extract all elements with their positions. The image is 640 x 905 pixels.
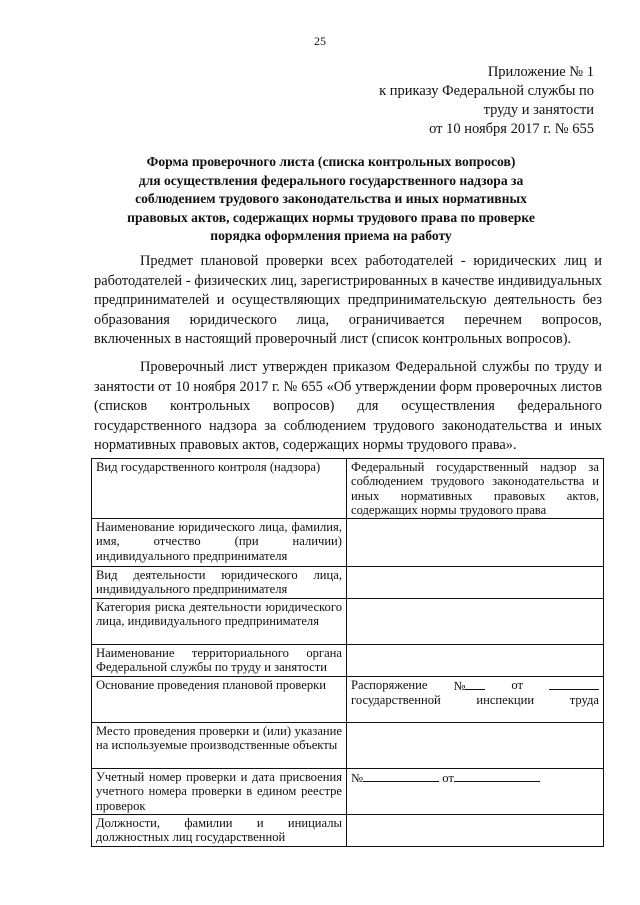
appendix-line: от 10 ноября 2017 г. № 655 bbox=[429, 121, 594, 137]
row-label: Учетный номер проверки и дата присвоения учетного номера проверки в едином реестре проверок bbox=[92, 769, 347, 815]
inspection-word: государственной bbox=[351, 693, 441, 708]
form-title bbox=[100, 153, 562, 246]
table-row bbox=[92, 519, 604, 567]
number-sign: № bbox=[453, 679, 466, 694]
number-blank[interactable] bbox=[363, 770, 439, 782]
title-line: соблюдением трудового законодательства и иных нормативных bbox=[135, 191, 527, 206]
appendix-line: труду и занятости bbox=[483, 102, 594, 118]
registry-number-value[interactable] bbox=[347, 769, 604, 815]
row-label: Место проведения проверки и (или) указание на используемые производственные объекты bbox=[92, 723, 347, 769]
table-row bbox=[92, 769, 604, 815]
row-value-empty[interactable] bbox=[347, 599, 604, 645]
inspection-word: труда bbox=[569, 693, 599, 708]
row-value-empty[interactable] bbox=[347, 519, 604, 567]
table-row bbox=[92, 599, 604, 645]
date-blank[interactable] bbox=[454, 770, 540, 782]
row-value: Федеральный государственный надзор за соблюдением трудового законодательства и иных нормативных правовых актов, содержащих нормы трудового права bbox=[347, 459, 604, 519]
title-line: для осуществления федерального государственного надзора за bbox=[138, 172, 524, 188]
table-row bbox=[92, 677, 604, 723]
table-row bbox=[92, 459, 604, 519]
inspection-word: инспекции bbox=[476, 693, 535, 708]
title-line: порядка оформления приема на работу bbox=[210, 228, 452, 243]
appendix-block bbox=[379, 63, 594, 139]
row-value-empty[interactable] bbox=[347, 567, 604, 599]
checklist-table bbox=[91, 458, 604, 847]
approval-paragraph: Проверочный лист утвержден приказом Федеральной службы по труду и занятости от 10 ноября 2017 г. № 655 «Об утверждении форм проверочных листов (списков контрольных вопросов) для осуществления федерального государственного надзора за соблюдением трудового законодательства и иных нормативных правовых актов, содержащих нормы трудового права». bbox=[94, 359, 602, 454]
from-label: от bbox=[442, 771, 454, 786]
page-number: 25 bbox=[314, 34, 326, 48]
row-label: Наименование юридического лица, фамилия, имя, отчество (при наличии) индивидуального предпринимателя bbox=[92, 519, 347, 567]
order-label: Распоряжение bbox=[351, 678, 428, 693]
row-value-empty[interactable] bbox=[347, 723, 604, 769]
number-sign: № bbox=[351, 771, 364, 786]
row-value-empty[interactable] bbox=[347, 645, 604, 677]
row-value-empty[interactable] bbox=[347, 815, 604, 847]
row-label: Наименование территориального органа Федеральной службы по труду и занятости bbox=[92, 645, 347, 677]
date-blank[interactable] bbox=[549, 678, 599, 690]
table-row bbox=[92, 645, 604, 677]
title-line: Форма проверочного листа (списка контрольных вопросов) bbox=[146, 154, 516, 169]
table-row bbox=[92, 723, 604, 769]
table-row bbox=[92, 567, 604, 599]
from-label: от bbox=[511, 678, 524, 693]
appendix-line: к приказу Федеральной службы по bbox=[379, 83, 594, 99]
table-row bbox=[92, 815, 604, 847]
number-blank[interactable] bbox=[465, 678, 485, 690]
row-label: Основание проведения плановой проверки bbox=[92, 677, 347, 723]
row-label: Вид государственного контроля (надзора) bbox=[92, 459, 347, 519]
title-line: правовых актов, содержащих нормы трудового права по проверке bbox=[127, 209, 535, 225]
order-basis-value[interactable] bbox=[347, 677, 604, 723]
row-label: Должности, фамилии и инициалы должностных лиц государственной bbox=[92, 815, 347, 847]
row-label: Вид деятельности юридического лица, индивидуального предпринимателя bbox=[92, 567, 347, 599]
appendix-line: Приложение № 1 bbox=[487, 64, 594, 80]
subject-paragraph: Предмет плановой проверки всех работодателей - юридических лиц и работодателей - физических лиц, зарегистрированных в качестве индивидуальных предпринимателей и осуществляющих предпринимательскую деятельность без образования юридического лица, ограничивается перечнем вопросов, включенных в настоящий проверочный лист (список контрольных вопросов). bbox=[94, 253, 602, 348]
row-label: Категория риска деятельности юридического лица, индивидуального предпринимателя bbox=[92, 599, 347, 645]
